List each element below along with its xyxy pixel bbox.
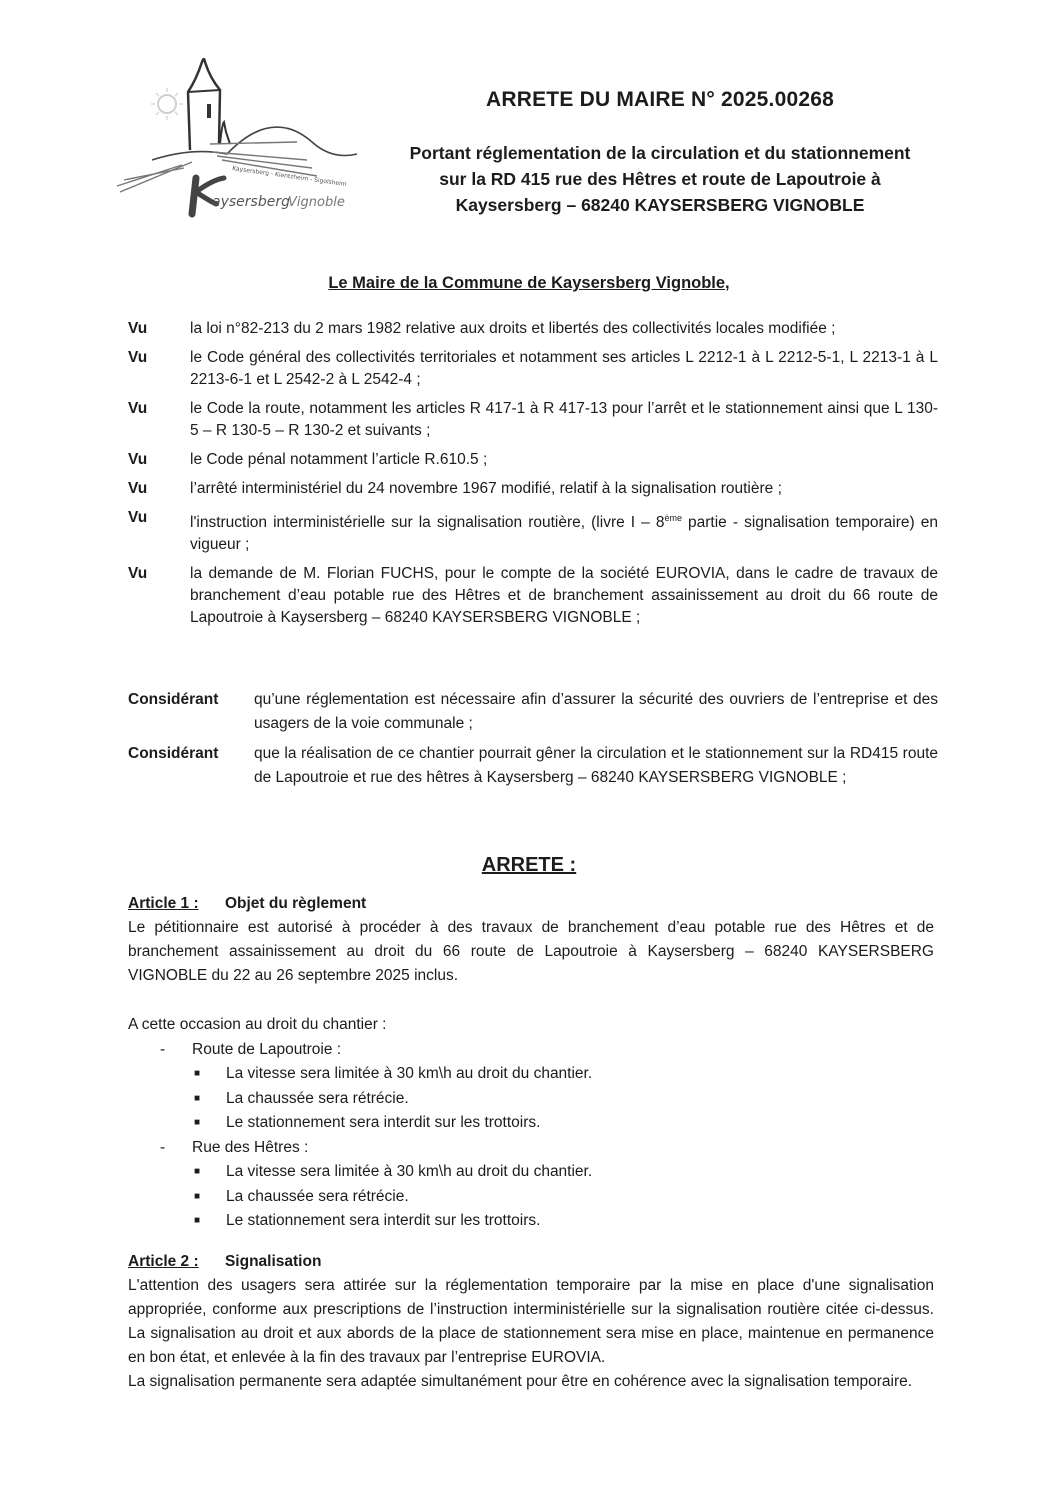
- square-bullet-icon: ■: [194, 1166, 201, 1177]
- vu-label: Vu: [128, 320, 148, 337]
- article-1: [128, 892, 934, 988]
- arrete-heading: ARRETE :: [481, 854, 577, 876]
- svg-text:Vignoble: Vignoble: [288, 195, 345, 210]
- article-title: Objet du règlement: [224, 895, 367, 912]
- vu-label: Vu: [128, 349, 148, 366]
- vu-list: [128, 318, 938, 636]
- article-title: Signalisation: [224, 1253, 322, 1270]
- road-item: [128, 1038, 934, 1063]
- vu-label: Vu: [128, 400, 148, 417]
- measure-text: La vitesse sera limitée à 30 km\h au droit du chantier.: [226, 1065, 593, 1082]
- worksite-measures: [128, 1013, 934, 1234]
- measure-text: Le stationnement sera interdit sur les trottoirs.: [226, 1212, 541, 1229]
- measure-item: [128, 1209, 934, 1234]
- measures-intro: A cette occasion au droit du chantier :: [128, 1016, 387, 1033]
- square-bullet-icon: ■: [194, 1190, 201, 1202]
- subtitle-line: sur la RD 415 rue des Hêtres et route de Lapoutroie à: [439, 169, 881, 189]
- measure-item: [128, 1062, 934, 1087]
- vu-item: [128, 478, 938, 500]
- vu-item: [128, 507, 938, 556]
- road-name: Rue des Hêtres :: [192, 1138, 309, 1156]
- tower-vineyard-logo-icon: [112, 52, 362, 222]
- vu-item: [128, 318, 938, 340]
- measure-item: [128, 1087, 934, 1112]
- subtitle-line: Kaysersberg – 68240 KAYSERSBERG VIGNOBLE: [455, 195, 865, 215]
- considerant-text: que la réalisation de ce chantier pourrait gêner la circulation et le stationnement sur la RD415 route de Lapoutroie et rue des hêtres à Kaysersberg – 68240 KAYSERSBERG VIGNOBLE ;: [254, 745, 938, 786]
- vu-label: Vu: [128, 451, 148, 468]
- article-heading: [128, 892, 934, 916]
- vu-text-part: partie - signalisation temporaire) en vigueur ;: [190, 514, 938, 554]
- superscript: ème: [664, 513, 682, 523]
- article-number: Article 2 :: [128, 1253, 199, 1270]
- vu-label: Vu: [128, 565, 148, 583]
- vu-text: le Code pénal notamment l’article R.610.5 ;: [190, 451, 488, 468]
- article-number: Article 1 :: [128, 895, 199, 912]
- measure-text: La chaussée sera rétrécie.: [226, 1089, 409, 1107]
- vu-label: Vu: [128, 480, 148, 497]
- road-item: [128, 1136, 934, 1161]
- svg-text:aysersberg: aysersberg: [212, 194, 290, 210]
- square-bullet-icon: ■: [194, 1215, 201, 1226]
- vu-text: [190, 507, 938, 556]
- vu-text: la loi n°82-213 du 2 mars 1982 relative aux droits et libertés des collectivités locales modifiée ;: [190, 320, 836, 337]
- svg-text:Kaysersberg - Kientzheim - Sig: Kaysersberg - Kientzheim - Sigolsheim: [231, 165, 348, 189]
- measure-text: La vitesse sera limitée à 30 km\h au droit du chantier.: [226, 1163, 593, 1180]
- considerant-item: [128, 742, 938, 790]
- considerant-text: qu’une réglementation est nécessaire afin d’assurer la sécurité des ouvriers de l’entreprise et des usagers de la voie communale ;: [254, 691, 938, 732]
- considerant-label: Considérant: [128, 691, 219, 708]
- vu-item: [128, 347, 938, 391]
- considerant-label: Considérant: [128, 745, 219, 762]
- dash-marker: -: [160, 1138, 166, 1156]
- article-paragraph: L'attention des usagers sera attirée sur la réglementation temporaire par la mise en place d'une signalisation appropriée, conforme aux prescriptions de l’instruction interministérielle sur la signalisation routière citée ci-dessus. La signalisation au droit et aux abords de la place de stationnement sera mise en place, maintenue en permanence en bon état, et enlevée à la fin des travaux par l’entreprise EUROVIA.: [128, 1277, 934, 1366]
- commune-logo: [112, 52, 362, 222]
- article-2: [128, 1250, 934, 1394]
- article-paragraph: Le pétitionnaire est autorisé à procéder à des travaux de branchement d’eau potable rue des Hêtres et de branchement assainissement au droit du 66 route de Lapoutroie à Kaysersberg – 68240 KAYSERSBERG VIGNOBLE du 22 au 26 septembre 2025 inclus.: [128, 919, 934, 984]
- square-bullet-icon: ■: [194, 1068, 201, 1079]
- measure-item: [128, 1160, 934, 1185]
- measure-text: Le stationnement sera interdit sur les trottoirs.: [226, 1114, 541, 1131]
- subtitle-line: Portant réglementation de la circulation et du stationnement: [409, 143, 911, 163]
- road-name: Route de Lapoutroie :: [192, 1040, 342, 1058]
- vu-text-part: l'instruction interministérielle sur la signalisation routière, (livre I – 8: [190, 514, 665, 532]
- article-heading: [128, 1250, 934, 1274]
- decree-subtitle: [380, 140, 940, 218]
- vu-item: [128, 449, 938, 471]
- square-bullet-icon: ■: [194, 1092, 201, 1104]
- dash-marker: -: [160, 1040, 166, 1058]
- considerant-item: [128, 688, 938, 736]
- vu-item: [128, 563, 938, 629]
- vu-text: le Code général des collectivités territoriales et notamment ses articles L 2212-1 à L 2212-5-1, L 2213-1 à L 2213-6-1 et L 2542-2 à L 2542-4 ;: [190, 349, 938, 388]
- decree-title: ARRETE DU MAIRE N° 2025.00268: [486, 88, 834, 111]
- measure-text: La chaussée sera rétrécie.: [226, 1187, 409, 1205]
- mayor-heading: Le Maire de la Commune de Kaysersberg Vignoble,: [328, 274, 730, 292]
- vu-text: le Code la route, notamment les articles R 417-1 à R 417-13 pour l’arrêt et le stationnement ainsi que L 130-5 – R 130-5 – R 130-2 et suivants ;: [190, 400, 938, 439]
- considerant-list: [128, 688, 938, 796]
- square-bullet-icon: ■: [194, 1117, 201, 1128]
- vu-label: Vu: [128, 509, 148, 526]
- article-paragraph: La signalisation permanente sera adaptée simultanément pour être en cohérence avec la signalisation temporaire.: [128, 1373, 913, 1390]
- vu-text: la demande de M. Florian FUCHS, pour le compte de la société EUROVIA, dans le cadre de travaux de branchement d’eau potable rue des Hêtres et de branchement assainissement au droit du 66 route de Lapoutroie à Kaysersberg – 68240 KAYSERSBERG VIGNOBLE ;: [190, 565, 938, 627]
- vu-item: [128, 398, 938, 442]
- measure-item: [128, 1185, 934, 1210]
- vu-text: l’arrêté interministériel du 24 novembre 1967 modifié, relatif à la signalisation routière ;: [190, 480, 782, 497]
- measure-item: [128, 1111, 934, 1136]
